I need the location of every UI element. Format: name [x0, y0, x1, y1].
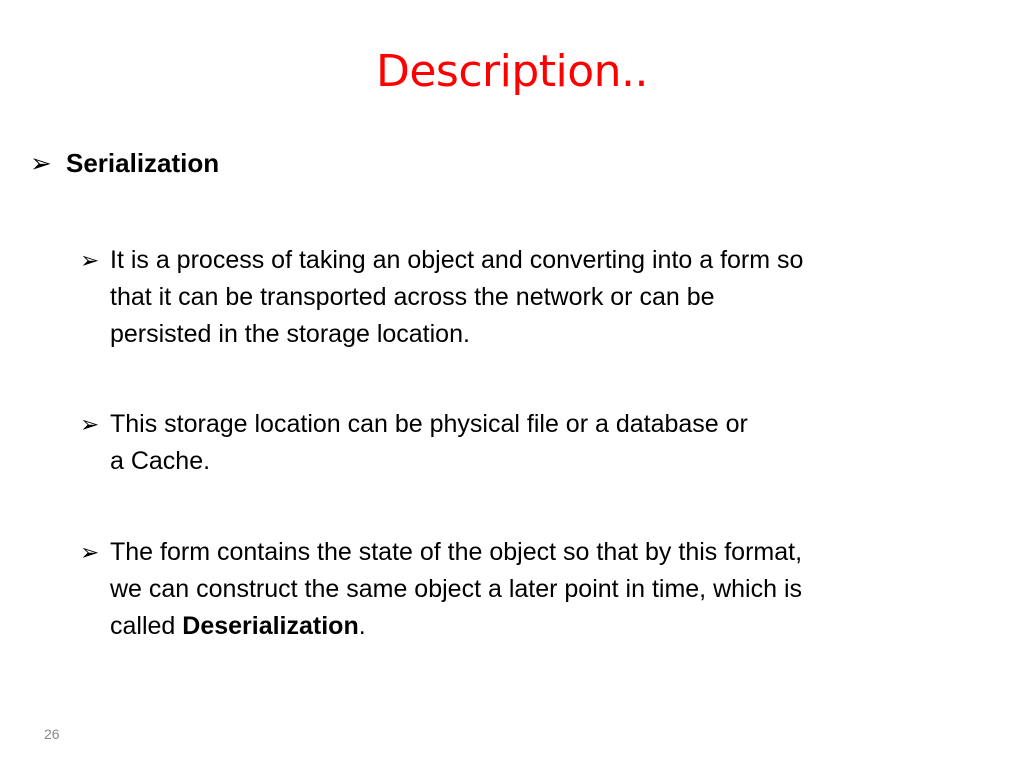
main-bullet — [30, 145, 990, 181]
bold-term-deserialization: Deserialization — [182, 612, 359, 640]
sub-bullet-2 — [80, 406, 990, 480]
text-line: This storage location can be physical file or a database or — [110, 410, 748, 438]
text-line: a Cache. — [110, 447, 211, 475]
text-line: that it can be transported across the network or can be — [110, 283, 715, 311]
text-line: It is a process of taking an object and converting into a form so — [110, 246, 804, 274]
text-line — [110, 608, 990, 645]
slide-title: Description.. — [375, 46, 649, 97]
main-bullet-label: Serialization — [66, 148, 220, 178]
text-fragment: called — [110, 612, 183, 640]
arrow-bullet-icon: ➢ — [80, 247, 100, 273]
sub-bullet-1-text — [110, 242, 990, 353]
arrow-bullet-icon: ➢ — [30, 148, 52, 178]
text-line: The form contains the state of the object so that by this format, — [110, 538, 803, 566]
text-line: we can construct the same object a later point in time, which is — [110, 575, 802, 603]
page-number: 26 — [44, 726, 60, 742]
sub-bullet-2-text — [110, 406, 990, 480]
arrow-bullet-icon: ➢ — [80, 539, 100, 565]
sub-bullet-3 — [80, 534, 990, 645]
sub-bullet-1 — [80, 242, 990, 353]
sub-bullet-3-text — [110, 534, 990, 645]
text-fragment: . — [358, 612, 366, 640]
text-line: persisted in the storage location. — [110, 320, 470, 348]
arrow-bullet-icon: ➢ — [80, 411, 100, 437]
